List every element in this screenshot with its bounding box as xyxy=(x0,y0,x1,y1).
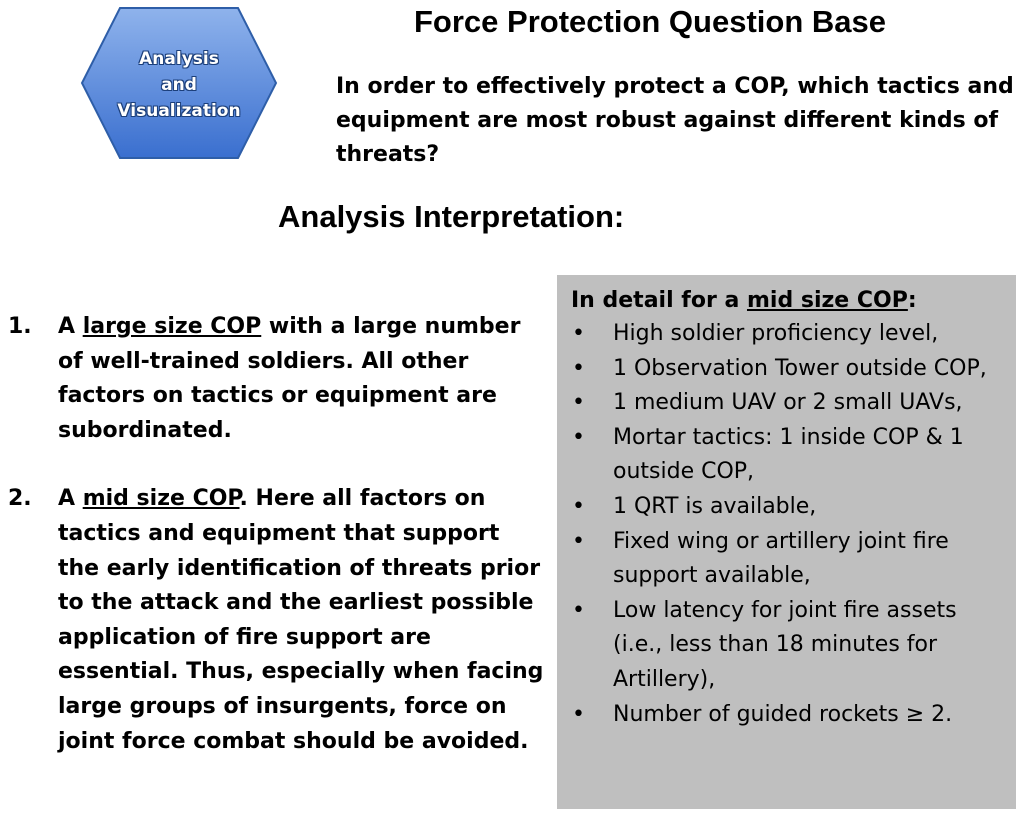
item-text: . Here all factors on tactics and equipment that support the early identification of threats prior to the attack and the earliest possible application of fire support are essential. Thus, especially when facing large groups of insurgents, force on joint force combat should be avoided. xyxy=(58,486,544,754)
bullet-icon: • xyxy=(572,493,585,519)
section-subtitle: Analysis Interpretation: xyxy=(278,199,625,234)
item-text: with a large number of well-trained soldiers. All other factors on tactics or equipment are subordinated. xyxy=(58,314,521,443)
detail-bullet xyxy=(571,386,1006,421)
interpretation-item-2 xyxy=(8,482,548,759)
detail-panel xyxy=(557,275,1016,809)
detail-bullet-text: 1 Observation Tower outside COP, xyxy=(613,355,987,381)
interpretation-item-1 xyxy=(8,310,548,448)
detail-title xyxy=(571,285,1006,317)
detail-title-underlined: mid size COP xyxy=(746,288,908,313)
item-underlined-term: mid size COP xyxy=(82,486,240,512)
detail-bullet xyxy=(571,352,1006,387)
bullet-icon: • xyxy=(572,355,585,381)
detail-bullet xyxy=(571,698,1006,733)
detail-bullet-text: 1 QRT is available, xyxy=(613,493,817,519)
detail-title-suffix: : xyxy=(907,288,917,313)
detail-bullet xyxy=(571,594,1006,698)
detail-bullet-list xyxy=(571,317,1006,732)
item-prefix: A xyxy=(58,486,83,512)
detail-bullet xyxy=(571,490,1006,525)
detail-bullet-text: High soldier proficiency level, xyxy=(613,321,939,346)
bullet-icon: • xyxy=(572,701,585,727)
detail-bullet xyxy=(571,317,1006,352)
item-underlined-term: large size COP xyxy=(82,314,262,339)
item-number: 1. xyxy=(8,314,32,339)
item-prefix: A xyxy=(58,314,83,339)
page-title: Force Protection Question Base xyxy=(414,4,886,39)
bullet-icon: • xyxy=(572,390,585,416)
hexagon-label-line-1: Analysis xyxy=(139,49,219,69)
detail-bullet xyxy=(571,525,1006,594)
detail-bullet-text: Mortar tactics: 1 inside COP & 1 outside COP, xyxy=(613,424,964,485)
bullet-icon: • xyxy=(572,597,585,623)
hexagon-label-line-2: and xyxy=(161,75,197,95)
hexagon-label-line-3: Visualization xyxy=(117,101,241,121)
hexagon-label xyxy=(80,46,278,124)
detail-bullet-text: Fixed wing or artillery joint fire support available, xyxy=(613,528,949,589)
bullet-icon: • xyxy=(572,528,585,554)
detail-bullet-text: 1 medium UAV or 2 small UAVs, xyxy=(613,390,963,416)
detail-bullet-text: Low latency for joint fire assets (i.e., less than 18 minutes for Artillery), xyxy=(613,597,957,692)
bullet-icon: • xyxy=(572,321,585,346)
detail-bullet-text: Number of guided rockets ≥ 2. xyxy=(613,701,953,727)
detail-bullet xyxy=(571,421,1006,490)
analysis-visualization-hexagon xyxy=(80,6,278,160)
detail-title-prefix: In detail for a xyxy=(571,288,747,313)
research-question: In order to effectively protect a COP, which tactics and equipment are most robust against different kinds of threats? xyxy=(336,74,1014,167)
interpretation-list xyxy=(8,310,548,759)
bullet-icon: • xyxy=(572,424,585,450)
item-number: 2. xyxy=(8,486,32,512)
